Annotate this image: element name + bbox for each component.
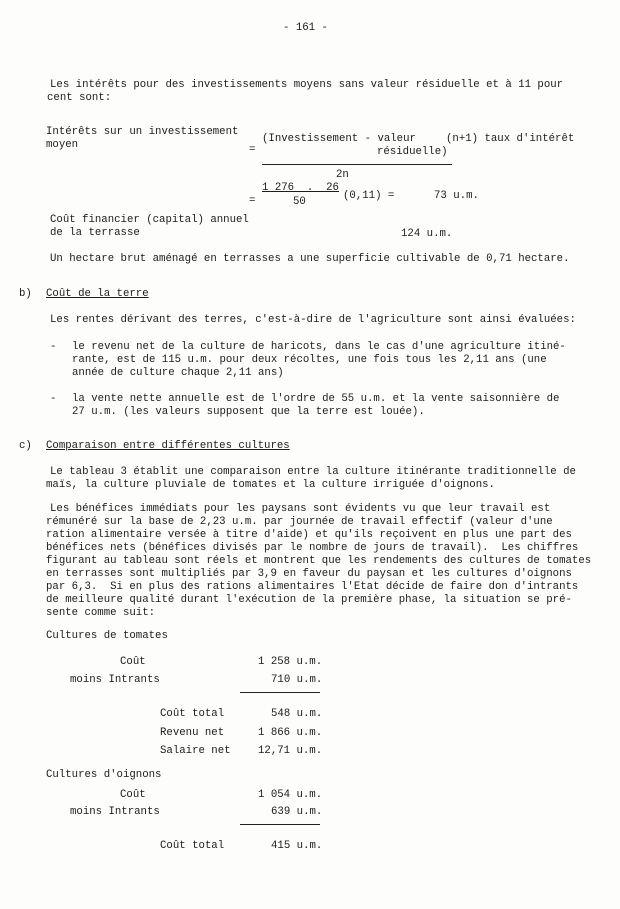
intro-line: Les intérêts pour des investissements moyens sans valeur résiduelle et à 11 pour [50, 79, 564, 91]
equals-sign: = [249, 195, 256, 207]
paragraph-line: rémunéré sur la base de 2,23 u.m. par journée de travail effectif (valeur d'une [46, 516, 553, 528]
equals-sign: = [249, 144, 256, 156]
paragraph-line: maïs, la culture pluviale de tomates et la culture irriguée d'oignons. [46, 479, 495, 491]
bullet-line: rante, est de 115 u.m. pour deux récoltes, une fois tous les 2,11 ans (une [72, 354, 547, 366]
section-intro: Les rentes dérivant des terres, c'est-à-dire de l'agriculture sont ainsi évaluées: [50, 314, 576, 326]
sum-rule [240, 824, 320, 825]
paragraph-line: figurant au tableau sont réels et montrent que les rendements des cultures de tomates [46, 555, 592, 567]
section-title: Coût de la terre [46, 288, 149, 300]
calc-rate: (0,11) = [343, 190, 395, 202]
paragraph-line: de meilleure qualité durant l'exécution de la première phase, la situation se pré- [46, 594, 572, 606]
fraction-bar [262, 164, 452, 165]
formula-numerator: résiduelle) [377, 146, 448, 158]
row-value: 1 054 u.m. [258, 789, 323, 801]
intro-line: cent sont: [47, 92, 112, 104]
hectare-text: Un hectare brut aménagé en terrasses a une superficie cultivable de 0,71 hectare. [50, 253, 570, 265]
sum-rule [240, 692, 320, 693]
formula-label: moyen [46, 139, 79, 151]
section-title: Comparaison entre différentes cultures [46, 440, 290, 452]
paragraph-line: sente comme suit: [46, 607, 156, 619]
row-label: Coût [120, 656, 146, 668]
row-value: 415 u.m. [271, 840, 323, 852]
formula-numerator: (Investissement - valeur [262, 133, 416, 145]
row-value: 1 258 u.m. [258, 656, 323, 668]
cost-label: Coût financier (capital) annuel [50, 214, 249, 226]
page-number: - 161 - [283, 22, 328, 34]
row-value: 548 u.m. [271, 708, 323, 720]
row-label: Revenu net [160, 727, 225, 739]
paragraph-line: ration alimentaire versée à titre d'aide) et qu'ils reçoivent en plus une part des [46, 529, 572, 541]
calc-denominator: 50 [293, 196, 306, 208]
bullet-dash: - [50, 341, 57, 353]
row-label: Coût [120, 789, 146, 801]
row-label: Coût total [160, 840, 225, 852]
bullet-dash: - [50, 393, 57, 405]
row-label: Salaire net [160, 745, 231, 757]
section-marker: c) [19, 440, 32, 452]
row-value: 1 866 u.m. [258, 727, 323, 739]
calc-numerator: 1 276 . 26 [262, 182, 339, 194]
formula-numerator: (n+1) taux d'intérêt [446, 133, 575, 145]
row-value: 12,71 u.m. [258, 745, 323, 757]
formula-denominator: 2n [336, 169, 349, 181]
tomatoes-title: Cultures de tomates [46, 630, 168, 642]
paragraph-line: Les bénéfices immédiats pour les paysans sont évidents vu que leur travail est [50, 503, 551, 515]
paragraph-line: bénéfices nets (bénéfices divisés par le nombre de jours de travail). Les chiffres [46, 542, 579, 554]
section-marker: b) [19, 288, 32, 300]
bullet-line: année de culture chaque 2,11 ans) [72, 367, 284, 379]
bullet-line: 27 u.m. (les valeurs supposent que la terre est louée). [72, 406, 425, 418]
calc-result: 73 u.m. [434, 190, 479, 202]
paragraph-line: par 6,3. Si en plus des rations alimentaires l'Etat décide de faire don d'intrants [46, 581, 579, 593]
bullet-line: la vente nette annuelle est de l'ordre de 55 u.m. et la vente saisonnière de [72, 393, 560, 405]
cost-label: de la terrasse [50, 227, 140, 239]
paragraph-line: en terrasses sont multipliés par 3,9 en faveur du paysan et les cultures d'oignons [46, 568, 572, 580]
onions-title: Cultures d'oignons [46, 769, 162, 781]
row-value: 639 u.m. [271, 806, 323, 818]
row-label: moins Intrants [70, 806, 160, 818]
row-label: Coût total [160, 708, 225, 720]
paragraph-line: Le tableau 3 établit une comparaison entre la culture itinérante traditionnelle de [50, 466, 576, 478]
cost-value: 124 u.m. [401, 228, 453, 240]
bullet-line: le revenu net de la culture de haricots, dans le cas d'une agriculture itiné- [72, 341, 566, 353]
formula-label: Intérêts sur un investissement [46, 126, 239, 138]
row-value: 710 u.m. [271, 674, 323, 686]
row-label: moins Intrants [70, 674, 160, 686]
